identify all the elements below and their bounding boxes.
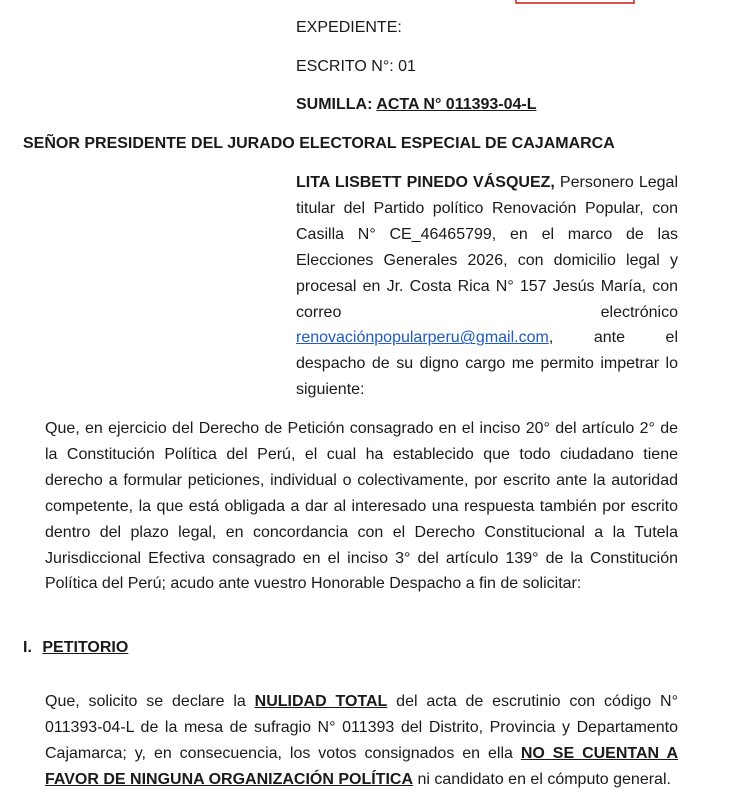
- petitorio-emph2: NO SE CUENTAN A FAVOR DE NINGUNA ORGANIZACIÓN POLÍTICA: [45, 744, 678, 788]
- addressee: SEÑOR PRESIDENTE DEL JURADO ELECTORAL ESPECIAL DE CAJAMARCA: [23, 135, 615, 152]
- petitorio-part1: Que, solicito se declare la: [45, 693, 255, 710]
- body-paragraph: Que, en ejercicio del Derecho de Petición consagrado en el inciso 20° del artículo 2° de la Constitución Política del Perú, el cual ha establecido que todo ciudadano tiene derecho a formular peticiones, individual o colectivamente, por escrito ante la autoridad competente, la que está obligada a dar al interesado una respuesta también por escrito dentro del plazo legal, en concordancia con el Derecho Constitucional a la Tutela Jurisdiccional Efectiva consagrado en el inciso 3° del artículo 139° de la Constitución Política del Perú; acudo ante vuestro Honorable Despacho a fin de solicitar:: [45, 420, 678, 593]
- section-title: PETITORIO: [42, 639, 129, 656]
- petitorio-paragraph: [45, 689, 678, 793]
- escrito-label: ESCRITO N°: 01: [296, 58, 416, 75]
- email-link[interactable]: renovaciónpopularperu@gmail.com: [296, 329, 549, 347]
- intro-text-after-email: , ante el despacho de su digno cargo me permito impetrar lo siguiente:: [296, 329, 678, 399]
- top-border-box: [515, 0, 635, 4]
- expediente-label: EXPEDIENTE:: [296, 19, 402, 36]
- sumilla-label: SUMILLA:: [296, 96, 373, 113]
- sumilla-line: [296, 94, 537, 116]
- intro-text-before-email: Personero Legal titular del Partido político Renovación Popular, con Casilla N° CE_46465799, en el marco de las Elecciones Generales 2026, con domicilio legal y procesal en Jr. Costa Rica N° 157 Jesús María, con correo electrónico: [296, 174, 678, 321]
- section-number: I.: [23, 639, 32, 656]
- petitorio-emph1: NULIDAD TOTAL: [254, 693, 388, 710]
- petitorio-part3: ni candidato en el cómputo general.: [413, 770, 671, 788]
- section-heading: [23, 637, 128, 659]
- petitorio-part2: del acta de escrutinio con código N° 011393-04-L de la mesa de sufragio N° 011393 del Distrito, Provincia y Departamento Cajamarca; y, en consecuencia, los votos consignados en ella: [45, 693, 678, 762]
- intro-name: LITA LISBETT PINEDO VÁSQUEZ,: [296, 174, 555, 191]
- intro-paragraph: [296, 170, 678, 403]
- sumilla-value: ACTA N° 011393-04-L: [376, 96, 537, 113]
